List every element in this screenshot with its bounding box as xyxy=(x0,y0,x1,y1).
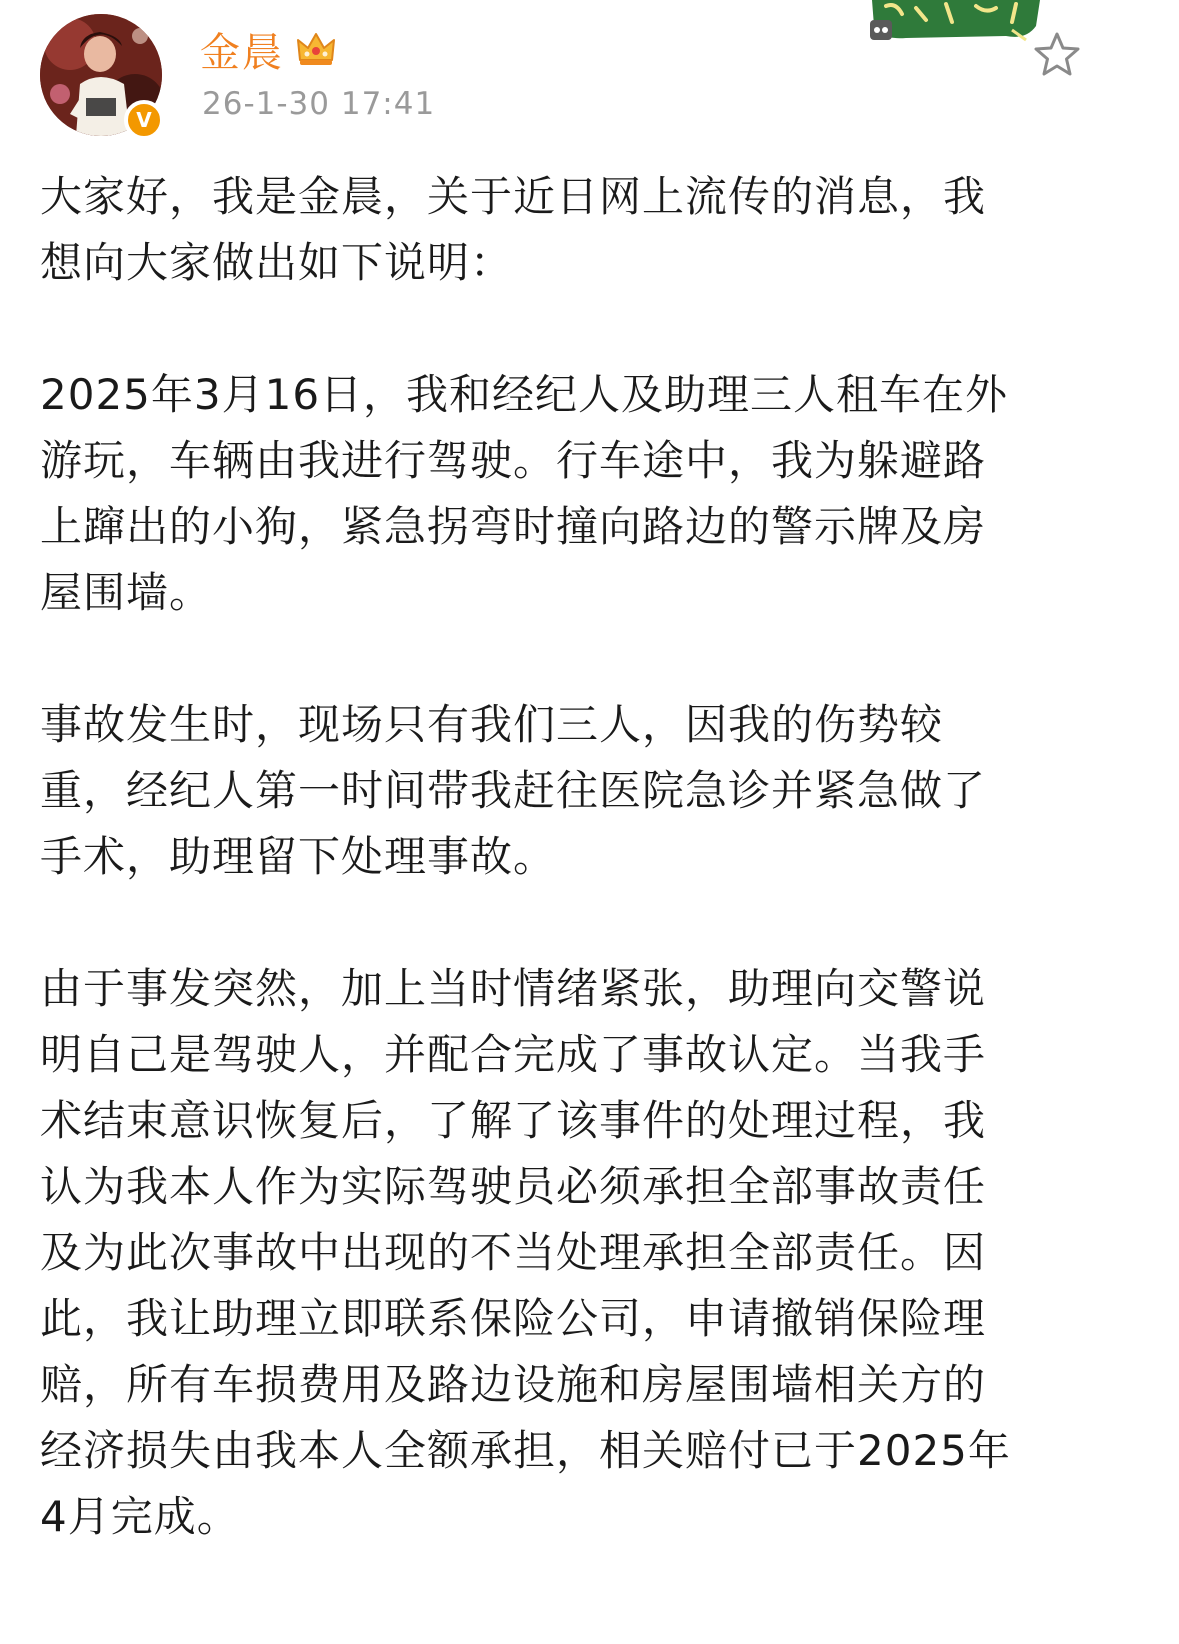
verified-v-icon: V xyxy=(124,100,164,140)
author-row xyxy=(200,22,336,76)
star-outline-icon[interactable] xyxy=(1032,30,1082,80)
post-header xyxy=(0,0,1179,150)
post-paragraph: 2025年3月16日，我和经纪人及助理三人租车在外 游玩，车辆由我进行驾驶。行车途中，我为躲避路 上蹿出的小狗，紧急拐弯时撞向路边的警示牌及房 屋围墙。 xyxy=(40,370,1009,617)
author-name[interactable]: 金晨 xyxy=(200,29,284,76)
post-timestamp: 26-1-30 17:41 xyxy=(202,86,436,122)
post-content xyxy=(40,164,1140,1550)
crown-icon xyxy=(296,30,336,68)
post-paragraph: 大家好，我是金晨，关于近日网上流传的消息，我 想向大家做出如下说明： xyxy=(40,172,987,287)
post-paragraph: 事故发生时，现场只有我们三人，因我的伤势较 重，经纪人第一时间带我赶往医院急诊并紧急做了 手术，助理留下处理事故。 xyxy=(40,700,987,881)
post-paragraph: 由于事发突然，加上当时情绪紧张，助理向交警说 明自己是驾驶人，并配合完成了事故认定。当我手 术结束意识恢复后，了解了该事件的处理过程，我 认为我本人作为实际驾驶员必须承担全部事故责任 及为此次事故中出现的不当处理承担全部责任。因 此，我让助理立即联系保险公司，申请撤销保险理 赔，所有车损费用及路边设施和房屋围墙相关方的 经济损失由我本人全额承担，相关赔付已于2025年 4月完成。 xyxy=(40,964,1011,1541)
decorative-sticker-icon xyxy=(866,0,1046,42)
